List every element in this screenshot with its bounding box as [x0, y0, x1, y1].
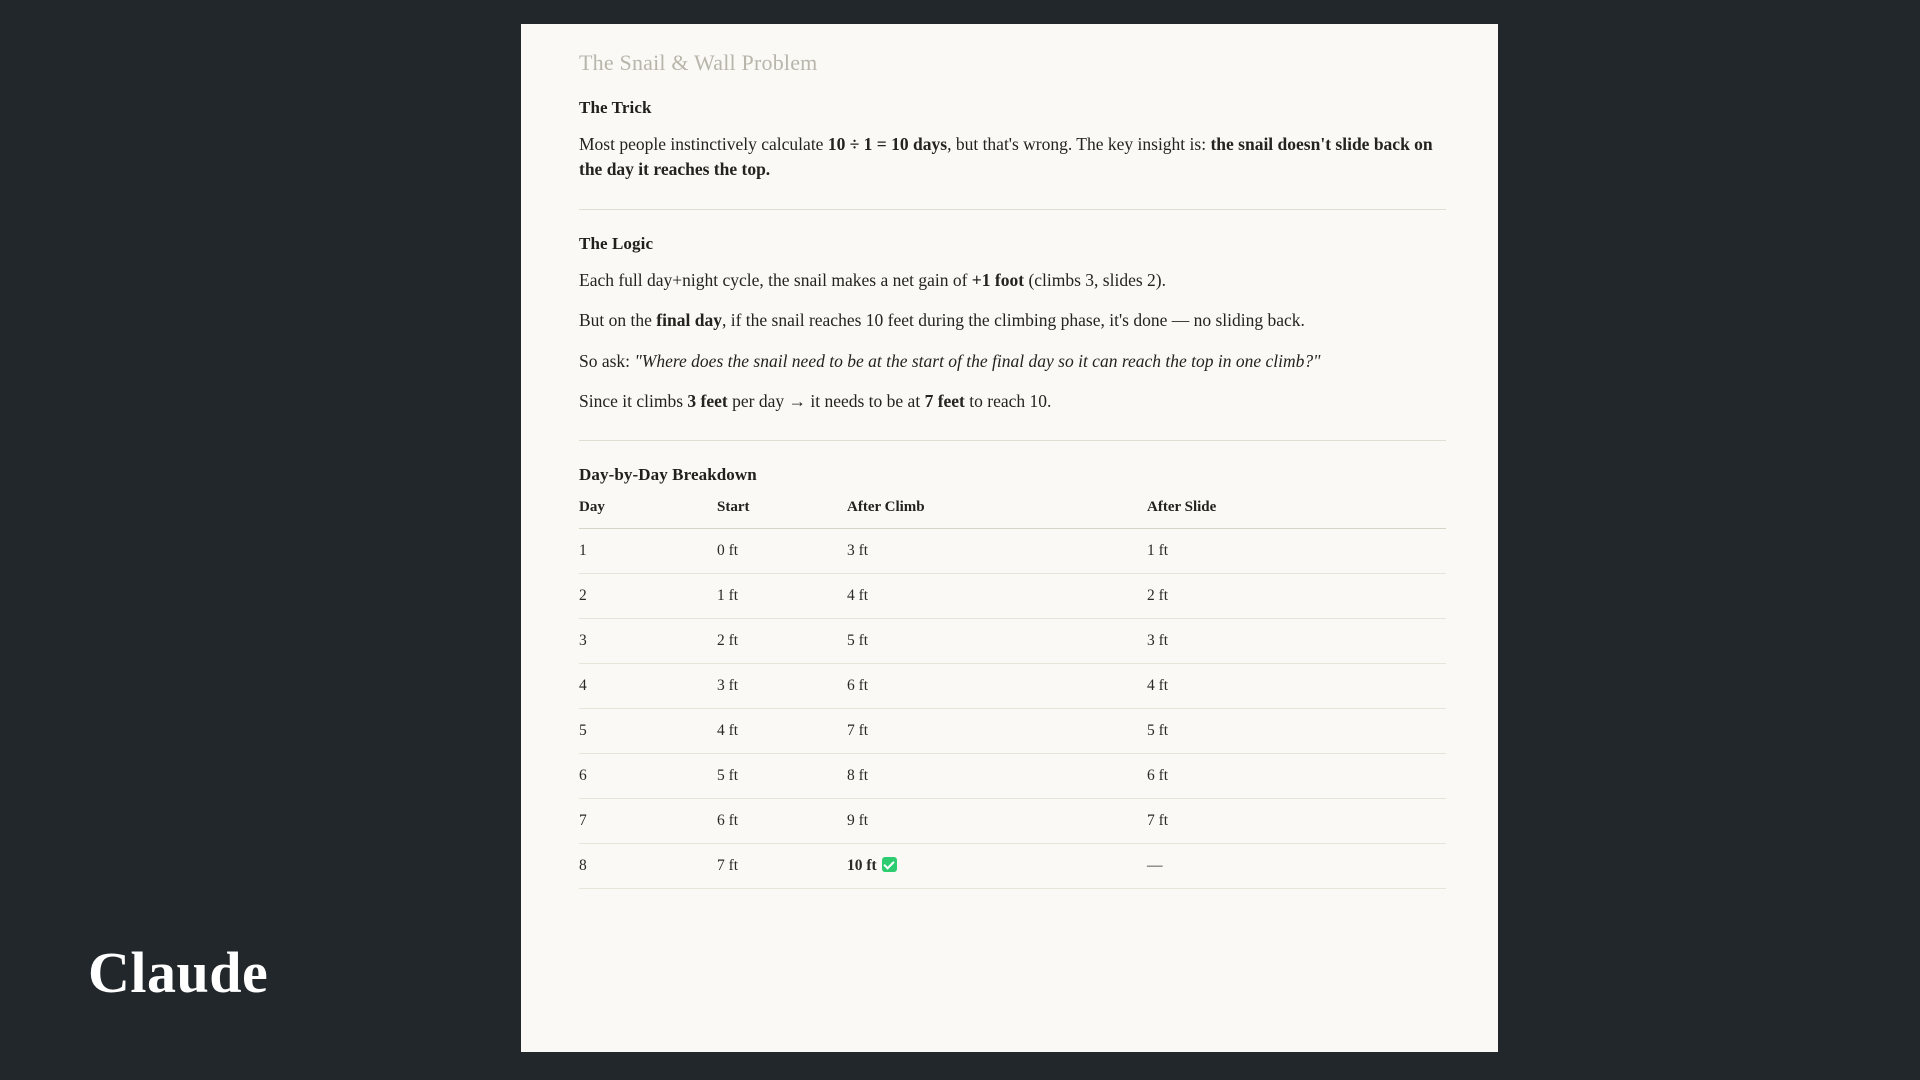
- page-title: The Snail & Wall Problem: [579, 50, 818, 75]
- day-by-day-table: [579, 499, 1446, 889]
- cell-start: 3 ft: [717, 664, 847, 709]
- cell-after-climb: 6 ft: [847, 664, 1147, 709]
- cell-day: 1: [579, 529, 717, 574]
- divider-1: [579, 209, 1446, 210]
- trick-paragraph: [579, 132, 1446, 183]
- logic-p4-text-2: per day → it needs to be at: [727, 390, 925, 411]
- cell-after-climb: 4 ft: [847, 574, 1147, 619]
- cell-start: 0 ft: [717, 529, 847, 574]
- logic-paragraph-1: [579, 268, 1446, 293]
- column-header-start: Start: [717, 499, 847, 529]
- cell-after-slide: 6 ft: [1147, 754, 1446, 799]
- column-header-after-slide: After Slide: [1147, 499, 1446, 529]
- cell-day: 2: [579, 574, 717, 619]
- cell-after-slide: 5 ft: [1147, 709, 1446, 754]
- section-heading-trick: The Trick: [579, 98, 652, 117]
- table-row: [579, 619, 1446, 664]
- cell-day: 6: [579, 754, 717, 799]
- cell-after-slide: 2 ft: [1147, 574, 1446, 619]
- cell-after-slide: —: [1147, 844, 1446, 889]
- cell-after-climb: 7 ft: [847, 709, 1147, 754]
- cell-after-climb: 5 ft: [847, 619, 1147, 664]
- check-icon: [882, 857, 897, 872]
- section-heading-logic: The Logic: [579, 233, 654, 253]
- logic-p1-bold-1: +1 foot: [971, 269, 1025, 290]
- trick-text-2: , but that's wrong. The key insight is:: [947, 134, 1211, 154]
- logic-p2-bold-1: final day: [656, 310, 722, 331]
- logic-paragraph-4: [579, 389, 1446, 414]
- table-row: [579, 529, 1446, 574]
- cell-after-slide: 3 ft: [1147, 619, 1446, 664]
- column-header-day: Day: [579, 499, 717, 529]
- logic-p4-text-1: Since it climbs: [579, 390, 688, 411]
- logic-paragraph-3: [579, 349, 1446, 374]
- table-header-row: [579, 499, 1446, 529]
- table-row: [579, 664, 1446, 709]
- table-row: [579, 799, 1446, 844]
- table-row: [579, 709, 1446, 754]
- column-header-after-climb: After Climb: [847, 499, 1147, 529]
- document-sheet: [521, 24, 1498, 1052]
- document-body: [521, 24, 1498, 889]
- trick-bold-2: the snail doesn't slide back on the day it reaches the top.: [579, 134, 1433, 180]
- cell-after-climb: 9 ft: [847, 799, 1147, 844]
- logic-p4-bold-1: 3 feet: [687, 390, 728, 411]
- trick-bold-1: 10 ÷ 1 = 10 days: [827, 134, 948, 154]
- logic-p3-text-1: So ask:: [579, 350, 635, 371]
- logic-p2-text-1: But on the: [579, 310, 657, 331]
- cell-day: 8: [579, 844, 717, 889]
- cell-after-climb: 3 ft: [847, 529, 1147, 574]
- cell-day: 4: [579, 664, 717, 709]
- logic-p1-text-2: (climbs 3, slides 2).: [1024, 269, 1166, 290]
- logic-p4-bold-2: 7 feet: [924, 390, 965, 411]
- trick-text-1: Most people instinctively calculate: [579, 134, 828, 154]
- table-body: [579, 529, 1446, 889]
- divider-2: [579, 440, 1446, 441]
- cell-start: 7 ft: [717, 844, 847, 889]
- logic-p4-text-3: to reach 10.: [964, 390, 1052, 411]
- cell-after-slide: 1 ft: [1147, 529, 1446, 574]
- cell-day: 5: [579, 709, 717, 754]
- cell-after-slide: 4 ft: [1147, 664, 1446, 709]
- logic-p3-italic-1: "Where does the snail need to be at the start of the final day so it can reach the top in one climb?": [634, 350, 1321, 371]
- cell-start: 4 ft: [717, 709, 847, 754]
- section-heading-breakdown: Day-by-Day Breakdown: [579, 465, 757, 485]
- cell-day: 7: [579, 799, 717, 844]
- table-row: [579, 844, 1446, 889]
- cell-day: 3: [579, 619, 717, 664]
- brand-watermark: Claude: [88, 940, 269, 1005]
- cell-after-climb: 8 ft: [847, 754, 1147, 799]
- table-row: [579, 754, 1446, 799]
- logic-p1-text-1: Each full day+night cycle, the snail makes a net gain of: [579, 269, 972, 290]
- table-row: [579, 574, 1446, 619]
- cell-after-climb: 10 ft: [847, 844, 1147, 889]
- cell-after-slide: 7 ft: [1147, 799, 1446, 844]
- cell-start: 1 ft: [717, 574, 847, 619]
- cell-start: 2 ft: [717, 619, 847, 664]
- logic-p2-text-2: , if the snail reaches 10 feet during the climbing phase, it's done — no sliding back.: [721, 310, 1305, 331]
- cell-start: 5 ft: [717, 754, 847, 799]
- cell-start: 6 ft: [717, 799, 847, 844]
- logic-paragraph-2: [579, 308, 1446, 333]
